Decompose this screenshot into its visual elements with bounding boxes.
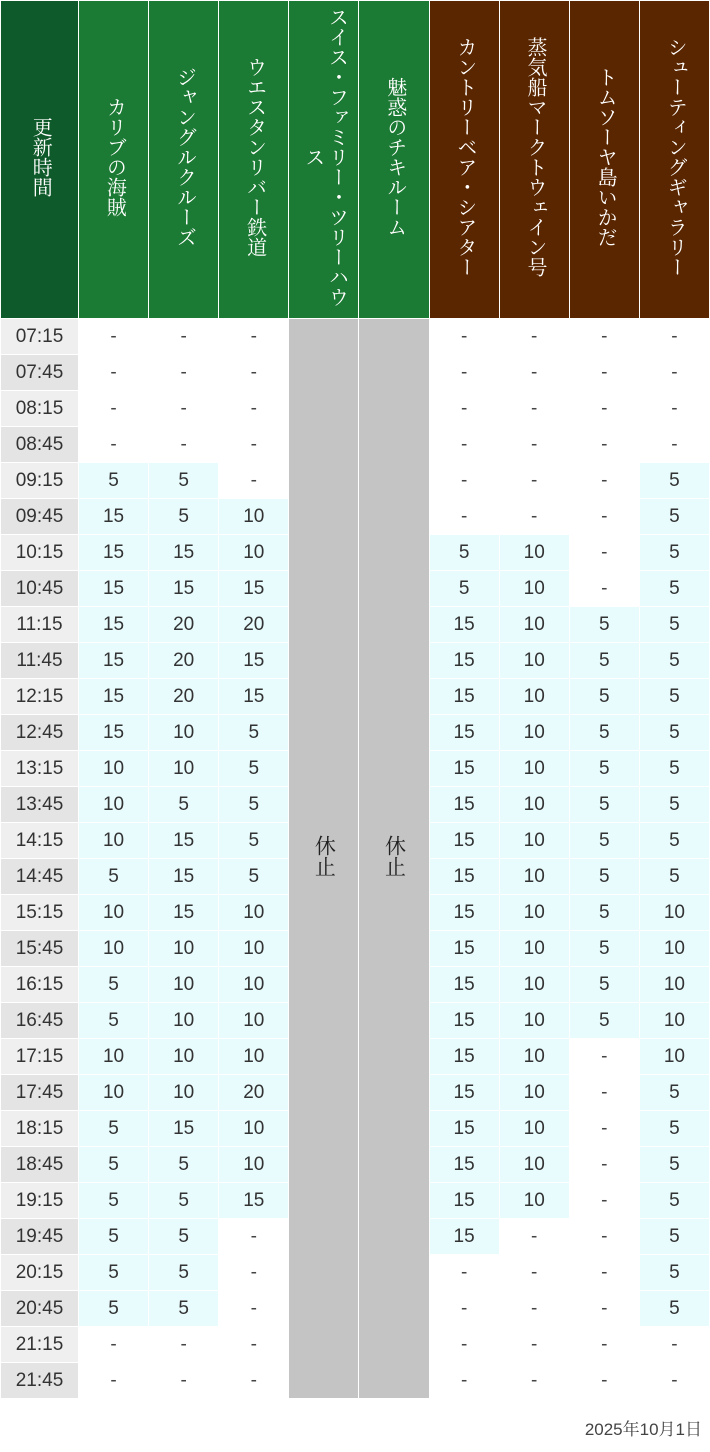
column-header-attraction-1: [149, 1, 219, 319]
wait-cell-empty: -: [499, 391, 569, 427]
wait-cell-empty: -: [149, 391, 219, 427]
wait-cell: 15: [219, 679, 289, 715]
wait-cell: 15: [429, 859, 499, 895]
column-header-label: シューティングギャラリー: [664, 36, 687, 277]
row-time: 18:15: [1, 1111, 79, 1147]
wait-cell-empty: -: [499, 319, 569, 355]
column-header-attraction-2: [219, 1, 289, 319]
wait-cell-empty: -: [219, 1219, 289, 1255]
wait-cell: 10: [499, 967, 569, 1003]
wait-cell: 5: [569, 679, 639, 715]
wait-cell: 5: [569, 931, 639, 967]
wait-cell-empty: -: [149, 1327, 219, 1363]
wait-cell: 5: [569, 1003, 639, 1039]
wait-cell: 5: [639, 823, 709, 859]
wait-cell-empty: -: [569, 463, 639, 499]
wait-cell: 5: [569, 859, 639, 895]
wait-cell: 15: [429, 1075, 499, 1111]
column-header-time-label: 更新時間: [29, 116, 52, 197]
wait-cell-empty: -: [499, 1363, 569, 1399]
wait-cell: 5: [569, 823, 639, 859]
wait-cell-empty: -: [429, 427, 499, 463]
table-body: [1, 319, 710, 1399]
wait-cell: 5: [639, 1291, 709, 1327]
wait-cell-empty: -: [569, 1363, 639, 1399]
wait-cell: 15: [219, 571, 289, 607]
wait-cell: 5: [639, 1255, 709, 1291]
column-header-attraction-6: [499, 1, 569, 319]
column-header-label: スイス・ファミリー・ツリーハウス: [301, 6, 348, 307]
wait-cell: 10: [499, 679, 569, 715]
wait-cell-empty: -: [499, 355, 569, 391]
wait-cell: 5: [79, 967, 149, 1003]
wait-cell: 15: [149, 1111, 219, 1147]
wait-cell-empty: -: [499, 1255, 569, 1291]
wait-cell: 5: [149, 1183, 219, 1219]
wait-cell: 5: [639, 1147, 709, 1183]
row-time: 15:15: [1, 895, 79, 931]
wait-cell-empty: -: [149, 355, 219, 391]
wait-cell: 5: [79, 1219, 149, 1255]
row-time: 10:15: [1, 535, 79, 571]
wait-cell: 5: [569, 895, 639, 931]
wait-cell: 10: [639, 1003, 709, 1039]
wait-cell: 15: [429, 1219, 499, 1255]
wait-cell: 5: [79, 1291, 149, 1327]
wait-cell: 10: [219, 499, 289, 535]
wait-cell-empty: -: [429, 1327, 499, 1363]
row-time: 09:45: [1, 499, 79, 535]
column-header-attraction-3: [289, 1, 359, 319]
wait-cell: 15: [429, 895, 499, 931]
wait-cell-empty: -: [499, 1291, 569, 1327]
wait-cell: 10: [79, 823, 149, 859]
wait-cell: 5: [219, 787, 289, 823]
wait-cell: 5: [149, 1255, 219, 1291]
wait-cell: 5: [639, 1219, 709, 1255]
wait-cell-empty: -: [499, 1219, 569, 1255]
wait-cell: 5: [639, 535, 709, 571]
column-header-label: 魅惑のチキルーム: [383, 76, 406, 237]
wait-cell: 15: [429, 1003, 499, 1039]
wait-cell: 5: [79, 1183, 149, 1219]
wait-cell: 15: [79, 679, 149, 715]
wait-cell: 5: [149, 463, 219, 499]
wait-cell: 10: [149, 715, 219, 751]
wait-cell: 10: [79, 787, 149, 823]
wait-cell: 5: [569, 643, 639, 679]
row-time: 14:45: [1, 859, 79, 895]
wait-cell: 10: [219, 1111, 289, 1147]
wait-cell-empty: -: [219, 463, 289, 499]
wait-cell: 15: [149, 571, 219, 607]
wait-cell-empty: -: [639, 355, 709, 391]
row-time: 20:45: [1, 1291, 79, 1327]
wait-cell: 15: [429, 607, 499, 643]
wait-cell-empty: -: [569, 535, 639, 571]
row-time: 16:15: [1, 967, 79, 1003]
wait-cell-empty: -: [569, 1291, 639, 1327]
wait-cell: 15: [429, 1147, 499, 1183]
wait-cell: 5: [79, 463, 149, 499]
wait-cell-empty: -: [569, 1111, 639, 1147]
wait-cell: 15: [219, 643, 289, 679]
wait-cell-empty: -: [429, 1363, 499, 1399]
wait-cell: 5: [79, 1255, 149, 1291]
wait-cell: 5: [639, 679, 709, 715]
wait-cell: 10: [499, 787, 569, 823]
column-header-attraction-7: [569, 1, 639, 319]
wait-cell: 20: [149, 643, 219, 679]
row-time: 09:15: [1, 463, 79, 499]
wait-cell: 10: [79, 751, 149, 787]
row-time: 13:15: [1, 751, 79, 787]
column-header-label: 蒸気船マークトウェイン号: [524, 36, 546, 277]
wait-cell: 5: [429, 535, 499, 571]
wait-cell: 10: [639, 895, 709, 931]
wait-cell: 20: [219, 1075, 289, 1111]
wait-cell: 5: [149, 499, 219, 535]
wait-cell: 5: [639, 1111, 709, 1147]
table-header: [1, 1, 710, 319]
wait-cell: 15: [219, 1183, 289, 1219]
wait-cell: 10: [499, 1111, 569, 1147]
row-time: 07:45: [1, 355, 79, 391]
wait-cell: 5: [219, 859, 289, 895]
wait-cell-empty: -: [569, 499, 639, 535]
wait-cell: 5: [639, 1183, 709, 1219]
closed-label: 休止: [312, 834, 336, 877]
wait-cell: 15: [149, 859, 219, 895]
column-header-label: カリブの海賊: [103, 96, 126, 217]
wait-cell-empty: -: [639, 319, 709, 355]
wait-cell: 15: [429, 931, 499, 967]
wait-cell: 10: [219, 535, 289, 571]
wait-cell: 5: [429, 571, 499, 607]
wait-cell: 10: [499, 1075, 569, 1111]
wait-cell: 10: [499, 1183, 569, 1219]
wait-cell: 15: [79, 499, 149, 535]
wait-cell: 20: [219, 607, 289, 643]
wait-cell-empty: -: [79, 319, 149, 355]
row-time: 07:15: [1, 319, 79, 355]
wait-cell: 5: [149, 1147, 219, 1183]
wait-cell: 10: [639, 967, 709, 1003]
wait-cell: 10: [499, 895, 569, 931]
wait-cell-empty: -: [219, 1363, 289, 1399]
closed-label: 休止: [382, 834, 406, 877]
wait-cell: 5: [639, 751, 709, 787]
wait-cell: 15: [149, 535, 219, 571]
column-header-label: トムソーヤ島いかだ: [594, 66, 617, 247]
row-time: 08:15: [1, 391, 79, 427]
wait-cell-empty: -: [639, 391, 709, 427]
wait-cell-empty: -: [569, 1255, 639, 1291]
wait-cell: 20: [149, 607, 219, 643]
column-header-label: ウエスタンリバー鉄道: [243, 56, 266, 257]
wait-cell-empty: -: [639, 1327, 709, 1363]
row-time: 18:45: [1, 1147, 79, 1183]
wait-cell: 15: [429, 715, 499, 751]
wait-cell: 10: [499, 931, 569, 967]
column-header-time: [1, 1, 79, 319]
row-time: 14:15: [1, 823, 79, 859]
wait-cell-empty: -: [79, 1327, 149, 1363]
wait-cell: 5: [639, 499, 709, 535]
row-time: 19:15: [1, 1183, 79, 1219]
wait-cell-empty: -: [429, 463, 499, 499]
wait-cell: 5: [219, 823, 289, 859]
wait-cell: 5: [219, 751, 289, 787]
wait-cell-empty: -: [429, 1291, 499, 1327]
wait-cell: 15: [429, 679, 499, 715]
wait-cell: 10: [499, 715, 569, 751]
row-time: 13:45: [1, 787, 79, 823]
row-time: 17:15: [1, 1039, 79, 1075]
wait-cell: 10: [219, 1039, 289, 1075]
closed-cell: [289, 319, 359, 1399]
wait-cell-empty: -: [499, 463, 569, 499]
wait-cell-empty: -: [569, 1039, 639, 1075]
wait-cell: 10: [499, 823, 569, 859]
wait-cell: 15: [429, 823, 499, 859]
row-time: 15:45: [1, 931, 79, 967]
wait-cell: 5: [79, 1111, 149, 1147]
row-time: 16:45: [1, 1003, 79, 1039]
wait-cell-empty: -: [219, 391, 289, 427]
wait-cell-empty: -: [149, 427, 219, 463]
wait-cell-empty: -: [79, 427, 149, 463]
wait-cell: 5: [639, 715, 709, 751]
wait-cell: 10: [499, 751, 569, 787]
wait-cell-empty: -: [569, 1147, 639, 1183]
wait-cell: 5: [569, 787, 639, 823]
wait-cell: 10: [219, 1147, 289, 1183]
wait-cell: 10: [499, 1147, 569, 1183]
wait-cell: 15: [429, 1183, 499, 1219]
wait-cell-empty: -: [429, 391, 499, 427]
wait-cell: 10: [499, 571, 569, 607]
wait-cell-empty: -: [219, 1255, 289, 1291]
wait-cell: 10: [499, 859, 569, 895]
wait-cell: 5: [639, 1075, 709, 1111]
wait-cell: 5: [639, 859, 709, 895]
row-time: 20:15: [1, 1255, 79, 1291]
wait-cell: 5: [219, 715, 289, 751]
wait-cell: 15: [149, 895, 219, 931]
wait-cell: 15: [429, 643, 499, 679]
wait-cell-empty: -: [639, 1363, 709, 1399]
wait-cell-empty: -: [149, 319, 219, 355]
wait-cell: 10: [639, 1039, 709, 1075]
column-header-attraction-4: [359, 1, 429, 319]
wait-cell-empty: -: [429, 499, 499, 535]
wait-cell-empty: -: [219, 1291, 289, 1327]
row-time: 12:15: [1, 679, 79, 715]
wait-cell-empty: -: [499, 499, 569, 535]
wait-cell: 15: [79, 607, 149, 643]
wait-cell-empty: -: [79, 391, 149, 427]
row-time: 21:45: [1, 1363, 79, 1399]
row-time: 11:15: [1, 607, 79, 643]
wait-cell-empty: -: [569, 571, 639, 607]
wait-cell: 15: [429, 1039, 499, 1075]
wait-cell: 5: [569, 715, 639, 751]
wait-cell: 15: [429, 967, 499, 1003]
wait-cell: 15: [429, 751, 499, 787]
wait-cell: 10: [219, 967, 289, 1003]
wait-cell-empty: -: [219, 319, 289, 355]
wait-cell: 5: [639, 571, 709, 607]
wait-cell: 10: [499, 535, 569, 571]
row-time: 17:45: [1, 1075, 79, 1111]
wait-cell-empty: -: [429, 319, 499, 355]
wait-cell: 5: [569, 607, 639, 643]
wait-cell-empty: -: [639, 427, 709, 463]
wait-cell: 10: [149, 931, 219, 967]
wait-cell: 5: [79, 859, 149, 895]
wait-cell-empty: -: [569, 1075, 639, 1111]
row-time: 12:45: [1, 715, 79, 751]
wait-cell: 10: [219, 1003, 289, 1039]
wait-cell: 10: [499, 1003, 569, 1039]
date-footer: 2025年10月1日: [584, 1420, 702, 1439]
wait-cell: 5: [79, 1003, 149, 1039]
wait-cell: 10: [499, 607, 569, 643]
wait-cell-empty: -: [569, 427, 639, 463]
wait-cell-empty: -: [569, 1327, 639, 1363]
wait-cell: 15: [429, 787, 499, 823]
row-time: 21:15: [1, 1327, 79, 1363]
wait-cell: 10: [499, 1039, 569, 1075]
wait-cell: 10: [79, 895, 149, 931]
wait-cell-empty: -: [429, 355, 499, 391]
wait-cell: 10: [149, 967, 219, 1003]
wait-cell: 10: [149, 751, 219, 787]
row-time: 08:45: [1, 427, 79, 463]
wait-cell-empty: -: [79, 1363, 149, 1399]
wait-cell: 5: [639, 607, 709, 643]
wait-cell: 5: [149, 787, 219, 823]
wait-cell: 10: [79, 931, 149, 967]
wait-cell-empty: -: [569, 1219, 639, 1255]
wait-cell: 15: [79, 571, 149, 607]
wait-cell-empty: -: [219, 427, 289, 463]
wait-cell: 5: [569, 751, 639, 787]
wait-cell: 10: [79, 1075, 149, 1111]
wait-cell-empty: -: [569, 319, 639, 355]
wait-cell: 10: [79, 1039, 149, 1075]
wait-cell: 15: [429, 1111, 499, 1147]
wait-cell: 10: [149, 1003, 219, 1039]
wait-cell-empty: -: [569, 1183, 639, 1219]
wait-cell: 5: [639, 463, 709, 499]
wait-cell: 10: [219, 895, 289, 931]
column-header-attraction-0: [79, 1, 149, 319]
wait-cell: 5: [639, 643, 709, 679]
wait-cell-empty: -: [499, 427, 569, 463]
wait-cell-empty: -: [219, 1327, 289, 1363]
column-header-attraction-8: [639, 1, 709, 319]
header-row: [1, 1, 710, 319]
column-header-attraction-5: [429, 1, 499, 319]
wait-cell: 10: [219, 931, 289, 967]
column-header-label: カントリーベア・シアター: [453, 36, 476, 277]
wait-cell-empty: -: [219, 355, 289, 391]
wait-cell-empty: -: [569, 355, 639, 391]
wait-cell: 10: [499, 643, 569, 679]
wait-cell: 5: [569, 967, 639, 1003]
wait-cell: 15: [149, 823, 219, 859]
column-header-label: ジャングルクルーズ: [173, 66, 196, 247]
wait-cell-empty: -: [429, 1255, 499, 1291]
wait-cell: 5: [149, 1219, 219, 1255]
wait-cell-empty: -: [499, 1327, 569, 1363]
wait-cell: 5: [149, 1291, 219, 1327]
wait-cell: 5: [639, 787, 709, 823]
closed-cell: [359, 319, 429, 1399]
row-time: 10:45: [1, 571, 79, 607]
table-row: [1, 319, 710, 355]
wait-cell-empty: -: [149, 1363, 219, 1399]
row-time: 11:45: [1, 643, 79, 679]
wait-cell-empty: -: [569, 391, 639, 427]
row-time: 19:45: [1, 1219, 79, 1255]
wait-cell: 10: [149, 1039, 219, 1075]
wait-cell: 15: [79, 643, 149, 679]
wait-cell: 20: [149, 679, 219, 715]
wait-cell-empty: -: [79, 355, 149, 391]
wait-cell: 5: [79, 1147, 149, 1183]
wait-cell: 15: [79, 715, 149, 751]
wait-cell: 10: [149, 1075, 219, 1111]
wait-cell: 10: [639, 931, 709, 967]
wait-cell: 15: [79, 535, 149, 571]
